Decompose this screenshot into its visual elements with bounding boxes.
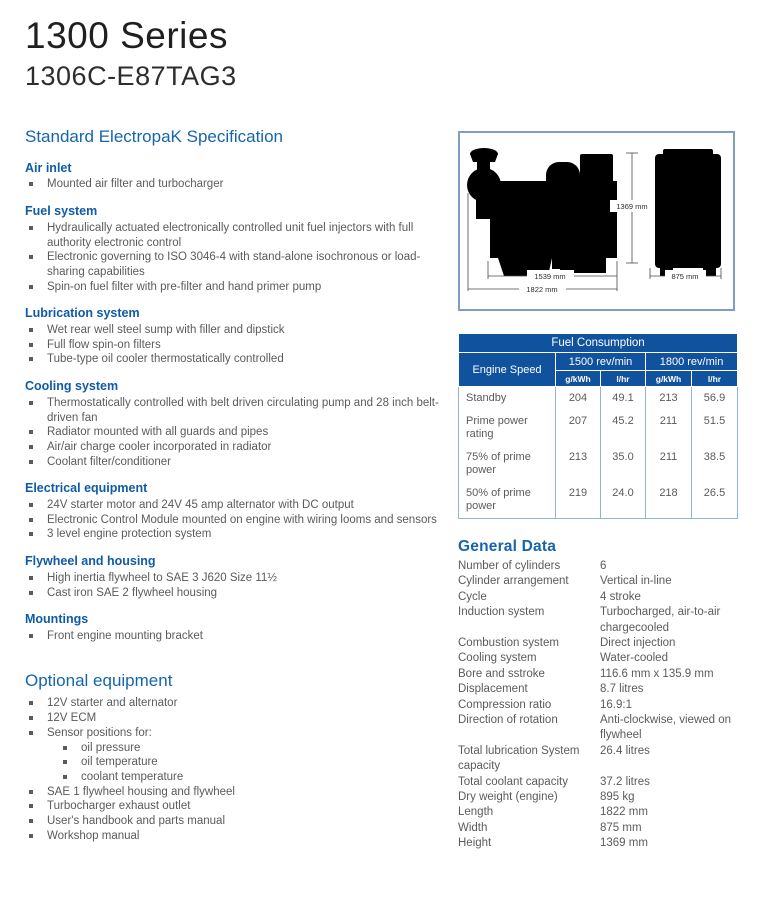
- general-data-row: [458, 805, 737, 820]
- bullet-item-text: Mounted air filter and turbocharger: [47, 178, 224, 191]
- general-data-value: Direct injection: [600, 636, 676, 649]
- square-bullet-icon: [29, 634, 33, 638]
- fuel-row-value: 35.0: [601, 446, 646, 482]
- bullet-item-text: Workshop manual: [47, 829, 140, 842]
- general-data-value: Water-cooled: [600, 652, 668, 665]
- square-bullet-icon: [29, 819, 33, 823]
- general-data-value: 1369 mm: [600, 837, 648, 850]
- col-sub-lhr-1500: l/hr: [601, 371, 646, 387]
- fuel-table-header: [459, 334, 738, 387]
- general-data-row: [458, 605, 737, 636]
- col-sub-lhr-1800: l/hr: [692, 371, 738, 387]
- general-data-label: Bore and sstroke: [458, 667, 545, 680]
- general-data-value: Anti-clockwise, viewed on flywheel: [600, 713, 732, 742]
- general-data-label: Combustion system: [458, 636, 559, 649]
- fuel-table-row: [459, 387, 738, 410]
- general-data-label: Height: [458, 837, 492, 850]
- dim-width-label: 875 mm: [671, 272, 699, 281]
- bullet-item: [25, 711, 441, 726]
- specification-column: [25, 127, 441, 843]
- bullet-item-text: 12V ECM: [47, 712, 97, 725]
- spec-section: [25, 612, 441, 643]
- fuel-row-label: 75% of prime power: [459, 446, 556, 482]
- bullet-item: [25, 280, 441, 295]
- bullet-item-text: Turbocharger exhaust outlet: [47, 800, 191, 813]
- general-data-label: Width: [458, 821, 488, 834]
- bullet-item: [25, 586, 441, 601]
- bullet-item-text: oil temperature: [81, 756, 158, 769]
- square-bullet-icon: [29, 226, 33, 230]
- square-bullet-icon: [29, 430, 33, 434]
- square-bullet-icon: [29, 591, 33, 595]
- spec-section: [25, 554, 441, 600]
- bullet-item-text: Air/air charge cooler incorporated in radiator: [47, 440, 272, 453]
- general-data-label: Total coolant capacity: [458, 775, 568, 788]
- bullet-item-text: 24V starter motor and 24V 45 amp alternator with DC output: [47, 499, 354, 512]
- square-bullet-icon: [29, 445, 33, 449]
- optional-equipment-block: [25, 670, 441, 844]
- bullet-item-text: Thermostatically controlled with belt driven circulating pump and 28 inch belt-driven fan: [47, 396, 439, 424]
- page-subtitle: 1306C-E87TAG3: [25, 60, 237, 91]
- engine-dimension-diagram: [458, 131, 735, 311]
- bullet-item: [25, 629, 441, 644]
- bullet-item-text: Wet rear well steel sump with filler and dipstick: [47, 324, 285, 337]
- optional-list: [25, 696, 441, 843]
- general-data-value: 8.7 litres: [600, 683, 644, 696]
- general-data-row: [458, 574, 737, 589]
- general-data-label: Direction of rotation: [458, 713, 558, 726]
- fuel-row-value: 26.5: [692, 482, 738, 519]
- spec-section-title: Fuel system: [25, 204, 98, 219]
- general-data-value: 26.4 litres: [600, 744, 650, 757]
- fuel-row-value: 207: [556, 410, 601, 446]
- fuel-row-value: 24.0: [601, 482, 646, 519]
- bullet-item: [25, 221, 441, 250]
- bullet-item: [25, 352, 441, 367]
- fuel-row-value: 213: [556, 446, 601, 482]
- spec-sections: [25, 161, 441, 644]
- square-bullet-icon: [29, 285, 33, 289]
- bullet-item-text: Front engine mounting bracket: [47, 629, 203, 642]
- square-bullet-icon: [29, 460, 33, 464]
- bullet-item-text: Electronic Control Module mounted on engine with wiring looms and sensors: [47, 513, 437, 526]
- general-data-row: [458, 651, 737, 666]
- engine-side-silhouette: [467, 148, 617, 276]
- bullet-item: [25, 785, 441, 800]
- bullet-item: [25, 338, 441, 353]
- square-bullet-icon: [29, 343, 33, 347]
- general-data-block: [458, 539, 737, 852]
- fuel-row-label: Prime power rating: [459, 410, 556, 446]
- bullet-item-text: High inertia flywheel to SAE 3 J620 Size 11½: [47, 571, 277, 584]
- col-engine-speed: Engine Speed: [459, 353, 556, 387]
- data-column: [458, 131, 737, 852]
- dim-length-overall-label: 1822 mm: [526, 285, 558, 294]
- col-group-1500: 1500 rev/min: [556, 353, 646, 371]
- general-data-value: 4 stroke: [600, 590, 641, 603]
- general-data-row: [458, 713, 737, 744]
- col-sub-gkwh-1800: g/kWh: [646, 371, 692, 387]
- general-data-value: 16.9:1: [600, 698, 632, 711]
- dim-length-inner-label: 1539 mm: [534, 272, 566, 281]
- general-data-rows: [458, 559, 737, 852]
- bullet-item-text: 3 level engine protection system: [47, 528, 212, 541]
- spec-section-title: Mountings: [25, 612, 89, 627]
- general-data-row: [458, 790, 737, 805]
- general-data-row: [458, 836, 737, 851]
- fuel-row-value: 213: [646, 387, 692, 410]
- bullet-item: [25, 455, 441, 470]
- square-bullet-icon: [29, 182, 33, 186]
- fuel-row-value: 218: [646, 482, 692, 519]
- square-bullet-icon: [29, 834, 33, 838]
- bullet-item-text: Full flow spin-on filters: [47, 338, 161, 351]
- fuel-table-title: Fuel Consumption: [459, 334, 738, 353]
- bullet-item: [25, 323, 441, 338]
- fuel-row-value: 56.9: [692, 387, 738, 410]
- general-data-label: Cycle: [458, 590, 487, 603]
- spec-section-title: Lubrication system: [25, 306, 140, 321]
- bullet-item-text: oil pressure: [81, 741, 141, 754]
- general-data-value: Turbocharged, air-to-air chargecooled: [600, 606, 721, 634]
- general-data-label: Compression ratio: [458, 698, 552, 711]
- col-group-1800: 1800 rev/min: [646, 353, 738, 371]
- general-data-row: [458, 590, 737, 605]
- general-data-value: Vertical in-line: [600, 575, 672, 588]
- square-bullet-icon: [29, 804, 33, 808]
- fuel-row-value: 51.5: [692, 410, 738, 446]
- dim-height-label: 1369 mm: [616, 202, 648, 211]
- general-data-label: Displacement: [458, 683, 528, 696]
- bullet-item: [25, 513, 441, 528]
- general-data-value: 895 kg: [600, 791, 635, 803]
- bullet-item-text: Coolant filter/conditioner: [47, 455, 172, 468]
- spec-section-title: Flywheel and housing: [25, 554, 156, 569]
- general-data-label: Total lubrication System capacity: [458, 744, 580, 773]
- general-data-row: [458, 559, 737, 574]
- fuel-row-label: 50% of prime power: [459, 482, 556, 519]
- bullet-item: [25, 527, 441, 542]
- bullet-item: [25, 250, 441, 279]
- spec-section: [25, 161, 441, 192]
- bullet-item: [25, 440, 441, 455]
- general-data-label: Induction system: [458, 606, 545, 619]
- fuel-row-value: 211: [646, 446, 692, 482]
- bullet-item-text: User's handbook and parts manual: [47, 815, 225, 828]
- bullet-item: [25, 177, 441, 192]
- spec-section-title: Air inlet: [25, 160, 72, 175]
- general-data-label: Cooling system: [458, 652, 537, 665]
- square-bullet-icon: [29, 255, 33, 259]
- bullet-item: [59, 741, 441, 756]
- bullet-item-text: Hydraulically actuated electronically controlled unit fuel injectors with full authority electronic control: [47, 221, 414, 249]
- general-data-row: [458, 682, 737, 697]
- bullet-item-text: Electronic governing to ISO 3046-4 with stand-alone isochronous or load-sharing capabilities: [47, 251, 421, 278]
- general-data-value: 37.2 litres: [600, 775, 650, 788]
- general-data-row: [458, 698, 737, 713]
- bullet-item: [25, 726, 441, 741]
- bullet-item-text: coolant temperature: [81, 770, 184, 783]
- fuel-row-value: 211: [646, 410, 692, 446]
- bullet-item-text: Tube-type oil cooler thermostatically controlled: [47, 353, 284, 366]
- bullet-item-text: SAE 1 flywheel housing and flywheel: [47, 785, 235, 798]
- bullet-item: [25, 814, 441, 829]
- square-bullet-icon: [29, 716, 33, 720]
- general-data-value: 1822 mm: [600, 806, 648, 819]
- fuel-row-label: Standby: [459, 387, 556, 410]
- fuel-table-body: [459, 387, 738, 519]
- spec-section: [25, 204, 441, 294]
- general-data-label: Cylinder arrangement: [458, 575, 569, 588]
- bullet-item: [25, 396, 441, 425]
- square-bullet-icon: [63, 746, 67, 750]
- square-bullet-icon: [29, 532, 33, 536]
- spec-heading: Standard ElectropaK Specification: [25, 127, 283, 146]
- fuel-row-value: 219: [556, 482, 601, 519]
- spec-section-title: Cooling system: [25, 379, 119, 394]
- square-bullet-icon: [29, 790, 33, 794]
- square-bullet-icon: [29, 701, 33, 705]
- bullet-item: [25, 696, 441, 711]
- bullet-item-text: 12V starter and alternator: [47, 697, 178, 710]
- square-bullet-icon: [63, 775, 67, 779]
- spec-section: [25, 379, 441, 469]
- fuel-consumption-table: [458, 333, 738, 519]
- fuel-row-value: 49.1: [601, 387, 646, 410]
- bullet-item-text: Sensor positions for:: [47, 726, 152, 739]
- square-bullet-icon: [29, 357, 33, 361]
- title-block: [25, 16, 237, 92]
- col-sub-gkwh-1500: g/kWh: [556, 371, 601, 387]
- engine-rear-silhouette: [655, 149, 721, 276]
- bullet-item: [25, 498, 441, 513]
- engine-diagram-svg: [460, 133, 733, 309]
- fuel-row-value: 204: [556, 387, 601, 410]
- bullet-item: [25, 571, 441, 586]
- spec-section: [25, 481, 441, 542]
- spec-section-title: Electrical equipment: [25, 481, 148, 496]
- square-bullet-icon: [29, 401, 33, 405]
- general-data-row: [458, 667, 737, 682]
- general-data-value: 875 mm: [600, 821, 642, 834]
- general-data-row: [458, 636, 737, 651]
- fuel-table-row: [459, 446, 738, 482]
- general-data-value: 6: [600, 559, 607, 572]
- fuel-table-row: [459, 482, 738, 519]
- general-data-row: [458, 744, 737, 775]
- general-data-heading: General Data: [458, 537, 557, 555]
- fuel-table-row: [459, 410, 738, 446]
- optional-heading: Optional equipment: [25, 670, 173, 690]
- general-data-label: Dry weight (engine): [458, 791, 558, 803]
- square-bullet-icon: [29, 518, 33, 522]
- square-bullet-icon: [29, 503, 33, 507]
- bullet-item-text: Cast iron SAE 2 flywheel housing: [47, 586, 218, 599]
- general-data-row: [458, 775, 737, 790]
- square-bullet-icon: [29, 576, 33, 580]
- general-data-label: Number of cylinders: [458, 559, 561, 572]
- fuel-row-value: 45.2: [601, 410, 646, 446]
- fuel-row-value: 38.5: [692, 446, 738, 482]
- bullet-item: [25, 799, 441, 814]
- square-bullet-icon: [29, 328, 33, 332]
- bullet-item: [59, 770, 441, 785]
- spec-section: [25, 306, 441, 367]
- bullet-item: [25, 829, 441, 844]
- general-data-label: Length: [458, 806, 494, 819]
- square-bullet-icon: [63, 760, 67, 764]
- general-data-value: 116.6 mm x 135.9 mm: [600, 667, 714, 680]
- bullet-item-text: Radiator mounted with all guards and pipes: [47, 426, 269, 439]
- general-data-row: [458, 821, 737, 836]
- bullet-item: [25, 425, 441, 440]
- page-title: 1300 Series: [25, 15, 228, 56]
- bullet-item-text: Spin-on fuel filter with pre-filter and hand primer pump: [47, 280, 322, 293]
- bullet-item: [59, 755, 441, 770]
- square-bullet-icon: [29, 731, 33, 735]
